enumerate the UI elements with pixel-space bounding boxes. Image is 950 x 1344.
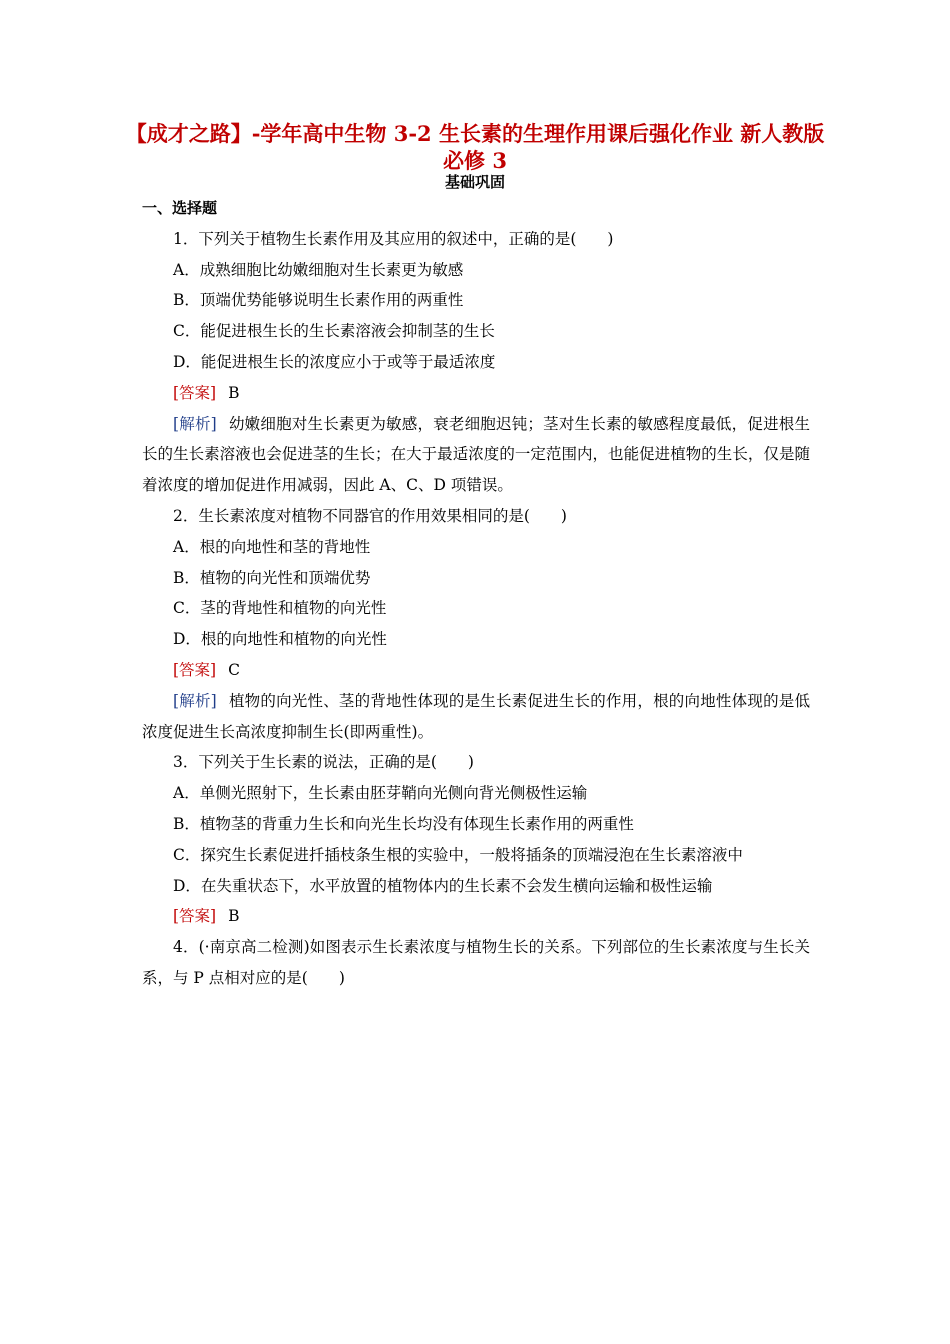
question-2-option-a: A．根的向地性和茎的背地性 xyxy=(173,537,371,556)
question-3-option-b: B．植物茎的背重力生长和向光生长均没有体现生长素作用的两重性 xyxy=(173,814,634,833)
question-2-stem: 2．生长素浓度对植物不同器官的作用效果相同的是( ) xyxy=(173,506,567,525)
question-1-option-c: C．能促进根生长的生长素溶液会抑制茎的生长 xyxy=(173,322,495,341)
answer-tag: [答案] xyxy=(173,660,217,679)
document-body xyxy=(142,193,810,994)
question-2-option-c: C．茎的背地性和植物的向光性 xyxy=(173,599,387,618)
question-2-answer xyxy=(142,655,810,686)
analysis-tag: [解析] xyxy=(173,414,217,433)
answer-tag: [答案] xyxy=(173,907,217,926)
analysis-text: 植物的向光性、茎的背地性体现的是生长素促进生长的作用，根的向地性体现的是低浓度促进生长高浓度抑制生长(即两重性)。 xyxy=(142,691,810,741)
answer-value: C xyxy=(228,660,240,679)
analysis-text: 幼嫩细胞对生长素更为敏感，衰老细胞迟钝；茎对生长素的敏感程度最低，促进根生长的生长素溶液也会促进茎的生长；在大于最适浓度的一定范围内，也能促进植物的生长，仅是随着浓度的增加促进作用减弱，因此 A、C、D 项错误。 xyxy=(142,414,810,495)
document-subtitle: 基础巩固 xyxy=(444,173,505,191)
question-3-option-c: C．探究生长素促进扦插枝条生根的实验中，一般将插条的顶端浸泡在生长素溶液中 xyxy=(173,845,743,864)
question-3-stem: 3．下列关于生长素的说法，正确的是( ) xyxy=(173,753,474,772)
question-3-option-a: A．单侧光照射下，生长素由胚芽鞘向光侧向背光侧极性运输 xyxy=(173,784,588,803)
question-1-option-b: B．顶端优势能够说明生长素作用的两重性 xyxy=(173,291,464,310)
question-1-option-d: D．能促进根生长的浓度应小于或等于最适浓度 xyxy=(173,352,496,371)
question-2-analysis xyxy=(142,686,810,748)
section-heading: 一、选择题 xyxy=(142,199,218,217)
question-1-stem: 1．下列关于植物生长素作用及其应用的叙述中，正确的是( ) xyxy=(173,229,614,248)
question-2-option-b: B．植物的向光性和顶端优势 xyxy=(173,568,371,587)
question-1-answer xyxy=(142,378,810,409)
question-3-option-d: D．在失重状态下，水平放置的植物体内的生长素不会发生横向运输和极性运输 xyxy=(173,876,713,895)
question-3-answer xyxy=(142,901,810,932)
analysis-tag: [解析] xyxy=(173,691,217,710)
question-1-analysis xyxy=(142,409,810,501)
question-2-option-d: D．根的向地性和植物的向光性 xyxy=(173,630,387,649)
answer-value: B xyxy=(228,907,240,926)
document-title: 【成才之路】-学年高中生物 3-2 生长素的生理作用课后强化作业 新人教版必修 3 xyxy=(125,121,825,173)
answer-value: B xyxy=(228,383,240,402)
answer-tag: [答案] xyxy=(173,383,217,402)
question-4-stem: 4．(·南京高二检测)如图表示生长素浓度与植物生长的关系。下列部位的生长素浓度与生长关系，与 P 点相对应的是( ) xyxy=(142,938,810,987)
question-1-option-a: A．成熟细胞比幼嫩细胞对生长素更为敏感 xyxy=(173,260,464,279)
